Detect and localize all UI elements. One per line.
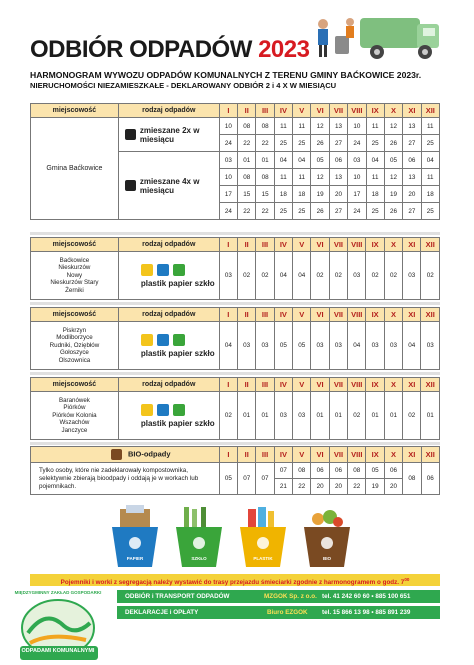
subtitle-2: NIERUCHOMOŚCI NIEZAMIESZKAŁE - DEKLAROWANY ODBIÓR 2 i 4 X W MIESIĄCU [30, 81, 337, 90]
date-cell: 05 [274, 322, 292, 370]
date-cell: 08 [403, 463, 421, 495]
date-cell: 10 [348, 118, 366, 135]
month-header: XI [403, 104, 421, 118]
date-cell: 24 [348, 135, 366, 152]
date-cell: 20 [311, 479, 329, 495]
date-cell: 03 [421, 322, 440, 370]
location-name: Janczyce [61, 426, 88, 434]
month-header: XII [421, 308, 440, 322]
logo-bottom-text: ODPADAMI KOMUNALNYMI [21, 648, 95, 654]
waste-type-cell [118, 392, 219, 440]
date-cell: 01 [311, 392, 329, 440]
month-header: II [238, 238, 256, 252]
col-location-header: miejscowość [31, 104, 119, 118]
col-type-header: rodzaj odpadów [118, 104, 219, 118]
date-cell: 08 [238, 118, 256, 135]
bin-label-glass: SZKŁO [191, 556, 207, 561]
location-name: Rudniki, Oziębłów [49, 341, 100, 349]
date-cell: 03 [219, 252, 237, 300]
month-header: IX [366, 308, 384, 322]
month-header: IV [274, 308, 292, 322]
date-cell: 12 [311, 118, 329, 135]
date-cell: 25 [293, 203, 311, 220]
date-cell: 03 [311, 322, 329, 370]
date-cell: 13 [329, 118, 347, 135]
date-cell: 04 [348, 322, 366, 370]
month-header: XI [403, 378, 421, 392]
section-header-row [31, 308, 440, 322]
schedule-section-recycling [30, 307, 440, 370]
month-header: XII [421, 104, 439, 118]
month-header: XI [403, 447, 421, 463]
date-cell: 15 [238, 186, 256, 203]
section-header-row [31, 104, 440, 118]
date-cell: 02 [366, 252, 384, 300]
month-header: IX [366, 238, 384, 252]
bio-note: Tylko osoby, które nie zadeklarowały kompostownika, selektywnie zbierają bioodpady i oddają je w workach lub pojemnikach. [31, 463, 220, 495]
date-cell: 04 [274, 252, 292, 300]
divider [30, 232, 440, 235]
date-cell: 03 [219, 152, 237, 169]
table-row [31, 252, 440, 300]
table-row [31, 392, 440, 440]
garbage-truck-icon [305, 8, 443, 63]
date-cell: 07 [274, 463, 292, 479]
info-label: ODBIÓR i TRANSPORT ODPADÓW [125, 593, 230, 600]
date-cell: 12 [311, 169, 329, 186]
info-phone: tel. 15 866 13 98 • 885 891 239 [322, 609, 411, 616]
date-cell: 11 [366, 118, 384, 135]
location-name: Piskrzyn [62, 326, 87, 334]
month-header: XI [403, 238, 421, 252]
section-header-row [31, 378, 440, 392]
date-cell: 19 [311, 186, 329, 203]
info-row-transport [117, 590, 440, 603]
date-cell: 03 [348, 152, 366, 169]
date-cell: 08 [256, 169, 274, 186]
date-cell: 27 [329, 203, 347, 220]
date-cell: 04 [274, 152, 292, 169]
bin-icon [125, 180, 136, 191]
location-name: Wszachów [59, 419, 90, 427]
month-header: III [256, 308, 274, 322]
bio-header-row [31, 447, 440, 463]
date-cell: 05 [384, 152, 402, 169]
month-header: III [256, 238, 274, 252]
plastic-bin-icon [240, 507, 286, 567]
date-cell: 01 [366, 392, 384, 440]
month-header: I [219, 447, 237, 463]
date-cell: 13 [329, 169, 347, 186]
date-cell: 11 [366, 169, 384, 186]
month-header: X [384, 104, 402, 118]
date-cell: 04 [366, 152, 384, 169]
date-cell: 03 [384, 322, 402, 370]
date-cell: 04 [293, 252, 311, 300]
waste-type-cell [118, 322, 219, 370]
date-cell: 08 [256, 118, 274, 135]
month-header: VIII [348, 308, 366, 322]
waste-type-label: zmieszane 2x w miesiącu [139, 125, 200, 144]
date-cell: 05 [311, 152, 329, 169]
month-header: I [219, 378, 237, 392]
table-row [31, 322, 440, 370]
date-cell: 24 [219, 203, 237, 220]
date-cell: 15 [256, 186, 274, 203]
date-cell: 04 [421, 152, 439, 169]
month-header: VIII [348, 447, 366, 463]
date-cell: 06 [329, 463, 347, 479]
month-header: I [219, 238, 237, 252]
location-name: Modliborzyce [56, 334, 93, 342]
waste-type-label: plastik papier szkło [140, 278, 215, 288]
date-cell: 02 [403, 392, 421, 440]
date-cell: 02 [311, 252, 329, 300]
page-title: ODBIÓR ODPADÓW 2023 [30, 36, 310, 63]
date-cell: 05 [366, 463, 384, 479]
info-label: DEKLARACJE i OPŁATY [125, 609, 199, 616]
date-cell: 13 [403, 169, 421, 186]
month-header: XII [421, 238, 440, 252]
date-cell: 25 [293, 135, 311, 152]
date-cell: 07 [256, 463, 274, 495]
month-header: VIII [348, 238, 366, 252]
date-cell: 26 [311, 203, 329, 220]
location-name: Żerniki [65, 286, 84, 294]
waste-type-label: plastik papier szkło [140, 418, 215, 428]
bin-icon [125, 129, 136, 140]
glass-icon [173, 404, 185, 416]
date-cell: 01 [238, 152, 256, 169]
date-cell: 20 [384, 479, 402, 495]
table-row [31, 463, 440, 479]
info-phone: tel. 41 242 60 60 • 885 100 651 [322, 593, 411, 600]
date-cell: 04 [403, 322, 421, 370]
date-cell: 06 [384, 463, 402, 479]
schedule-section-bio [30, 446, 440, 495]
date-cell: 19 [366, 479, 384, 495]
bio-label-cell [31, 447, 220, 463]
divider [30, 372, 440, 375]
date-cell: 01 [256, 152, 274, 169]
location-name: Gołoszyce [59, 349, 89, 357]
waste-type-label: plastik papier szkło [140, 348, 215, 358]
date-cell: 08 [348, 463, 366, 479]
month-header: II [238, 104, 256, 118]
date-cell: 25 [366, 203, 384, 220]
month-header: VII [329, 104, 347, 118]
date-cell: 25 [366, 135, 384, 152]
date-cell: 11 [293, 169, 311, 186]
date-cell: 25 [274, 135, 292, 152]
date-cell: 10 [348, 169, 366, 186]
date-cell: 27 [403, 203, 421, 220]
paper-icon [157, 404, 169, 416]
month-header: III [256, 447, 274, 463]
month-header: V [293, 104, 311, 118]
location-name: Baćkowice [59, 256, 90, 264]
date-cell: 24 [219, 135, 237, 152]
info-org: Biuro EZGOK [267, 609, 308, 616]
date-cell: 06 [311, 463, 329, 479]
waste-type-label: zmieszane 4x w miesiącu [139, 176, 200, 195]
schedule-section-recycling [30, 237, 440, 300]
date-cell: 11 [274, 118, 292, 135]
bin-label-plastic: PLASTIK [253, 556, 273, 561]
schedule-section-recycling [30, 377, 440, 440]
date-cell: 03 [274, 392, 292, 440]
month-header: IX [366, 104, 384, 118]
col-type-header: rodzaj odpadów [118, 308, 219, 322]
notice-sup: 00 [404, 577, 410, 582]
month-header: XII [421, 378, 440, 392]
waste-type-cell [118, 152, 219, 220]
glass-icon [173, 334, 185, 346]
month-header: III [256, 378, 274, 392]
month-header: VI [311, 378, 329, 392]
date-cell: 02 [348, 392, 366, 440]
date-cell: 04 [219, 322, 237, 370]
date-cell: 01 [238, 392, 256, 440]
date-cell: 18 [274, 186, 292, 203]
month-header: I [219, 308, 237, 322]
date-cell: 13 [403, 118, 421, 135]
month-header: V [293, 238, 311, 252]
month-header: X [384, 378, 402, 392]
location-cell: Gmina Baćkowice [31, 118, 119, 220]
col-type-header: rodzaj odpadów [118, 238, 219, 252]
date-cell: 20 [329, 186, 347, 203]
location-name: Nieskurzów Stary [50, 279, 99, 287]
month-header: II [238, 447, 256, 463]
month-header: VI [311, 238, 329, 252]
date-cell: 08 [293, 463, 311, 479]
date-cell: 18 [421, 186, 439, 203]
date-cell: 10 [219, 118, 237, 135]
date-cell: 06 [403, 152, 421, 169]
location-cell [31, 252, 119, 300]
date-cell: 26 [384, 203, 402, 220]
date-cell: 20 [403, 186, 421, 203]
date-cell: 22 [238, 135, 256, 152]
col-location-header: miejscowość [31, 238, 119, 252]
glass-icon [173, 264, 185, 276]
divider [30, 302, 440, 305]
month-header: VII [329, 308, 347, 322]
date-cell: 03 [293, 392, 311, 440]
month-header: VII [329, 378, 347, 392]
month-header: VII [329, 447, 347, 463]
date-cell: 02 [219, 392, 237, 440]
month-header: IV [274, 238, 292, 252]
month-header: X [384, 308, 402, 322]
location-cell [31, 322, 119, 370]
month-header: IX [366, 378, 384, 392]
date-cell: 17 [219, 186, 237, 203]
date-cell: 02 [256, 252, 274, 300]
date-cell: 26 [384, 135, 402, 152]
table-row [31, 118, 440, 135]
date-cell: 10 [219, 169, 237, 186]
date-cell: 03 [403, 252, 421, 300]
glass-bin-icon [176, 507, 222, 567]
date-cell: 22 [293, 479, 311, 495]
month-header: VI [311, 447, 329, 463]
month-header: VI [311, 308, 329, 322]
paper-bin-icon [112, 505, 158, 567]
date-cell: 06 [329, 152, 347, 169]
month-header: IX [366, 447, 384, 463]
date-cell: 06 [421, 463, 439, 495]
date-cell: 03 [238, 322, 256, 370]
bin-label-bio: BIO [322, 556, 332, 561]
paper-icon [157, 264, 169, 276]
date-cell: 03 [256, 322, 274, 370]
month-header: IV [274, 378, 292, 392]
waste-type-cell [118, 118, 219, 152]
date-cell: 27 [403, 135, 421, 152]
col-location-header: miejscowość [31, 378, 119, 392]
col-location-header: miejscowość [31, 308, 119, 322]
month-header: III [256, 104, 274, 118]
date-cell: 11 [421, 169, 439, 186]
date-cell: 01 [384, 392, 402, 440]
notice-text: Pojemniki i worki z segregacją należy wystawić do trasy przejazdu śmieciarki zgodnie z harmonogramem o godz. 7 [60, 579, 405, 587]
date-cell: 07 [238, 463, 256, 495]
date-cell: 12 [384, 118, 402, 135]
date-cell: 21 [274, 479, 292, 495]
month-header: V [293, 378, 311, 392]
location-name: Baranówek [58, 396, 90, 404]
month-header: XII [421, 447, 439, 463]
date-cell: 03 [366, 322, 384, 370]
location-name: Piórków Kolonia [52, 411, 97, 419]
date-cell: 19 [384, 186, 402, 203]
date-cell: 11 [274, 169, 292, 186]
date-cell: 24 [348, 203, 366, 220]
date-cell: 12 [384, 169, 402, 186]
month-header: V [293, 447, 311, 463]
location-name: Piórków [63, 404, 86, 412]
paper-icon [157, 334, 169, 346]
date-cell: 25 [421, 203, 439, 220]
date-cell: 03 [348, 252, 366, 300]
month-header: X [384, 447, 402, 463]
date-cell: 04 [293, 152, 311, 169]
month-header: X [384, 238, 402, 252]
date-cell: 25 [274, 203, 292, 220]
date-cell: 25 [421, 135, 439, 152]
date-cell: 01 [256, 392, 274, 440]
month-header: II [238, 308, 256, 322]
bio-bin-icon [111, 449, 122, 460]
location-name: Olszownica [58, 356, 91, 364]
month-header: IV [274, 447, 292, 463]
date-cell: 26 [311, 135, 329, 152]
month-header: VIII [348, 104, 366, 118]
date-cell: 22 [256, 135, 274, 152]
section-header-row [31, 238, 440, 252]
schedule-section-mixed [30, 103, 440, 220]
location-name: Nowy [66, 271, 83, 279]
date-cell: 02 [384, 252, 402, 300]
date-cell: 02 [421, 252, 440, 300]
date-cell: 18 [366, 186, 384, 203]
month-header: IV [274, 104, 292, 118]
plastic-icon [141, 264, 153, 276]
waste-type-cell [118, 252, 219, 300]
date-cell: 03 [329, 322, 347, 370]
date-cell: 01 [421, 392, 440, 440]
bio-label: BIO-odpady [128, 449, 171, 459]
month-header: VI [311, 104, 329, 118]
month-header: I [219, 104, 237, 118]
month-header: VII [329, 238, 347, 252]
bins-illustration [106, 505, 366, 570]
info-org: MZGOK Sp. z o.o. [264, 593, 317, 600]
date-cell: 11 [421, 118, 439, 135]
location-cell [31, 392, 119, 440]
col-type-header: rodzaj odpadów [118, 378, 219, 392]
date-cell: 22 [348, 479, 366, 495]
date-cell: 27 [329, 135, 347, 152]
divider [30, 442, 440, 445]
logo-top-text: MIĘDZYGMINNY ZAKŁAD GOSPODARKI [14, 590, 102, 595]
bin-label-paper: PAPIER [126, 556, 144, 561]
plastic-icon [141, 404, 153, 416]
month-header: V [293, 308, 311, 322]
plastic-icon [141, 334, 153, 346]
date-cell: 05 [219, 463, 237, 495]
date-cell: 22 [256, 203, 274, 220]
month-header: VIII [348, 378, 366, 392]
footer-notice [30, 574, 440, 586]
date-cell: 17 [348, 186, 366, 203]
date-cell: 02 [329, 252, 347, 300]
date-cell: 08 [238, 169, 256, 186]
bio-bin-icon [304, 510, 350, 567]
info-row-declarations [117, 606, 440, 619]
month-header: XI [403, 308, 421, 322]
date-cell: 18 [293, 186, 311, 203]
date-cell: 20 [329, 479, 347, 495]
subtitle: HARMONOGRAM WYWOZU ODPADÓW KOMUNALNYCH Z TERENU GMINY BAĆKOWICE 2023r. [30, 70, 422, 80]
date-cell: 05 [293, 322, 311, 370]
date-cell: 22 [238, 203, 256, 220]
date-cell: 01 [329, 392, 347, 440]
date-cell: 11 [293, 118, 311, 135]
location-name: Nieskurzów [58, 264, 91, 272]
month-header: II [238, 378, 256, 392]
date-cell: 02 [238, 252, 256, 300]
